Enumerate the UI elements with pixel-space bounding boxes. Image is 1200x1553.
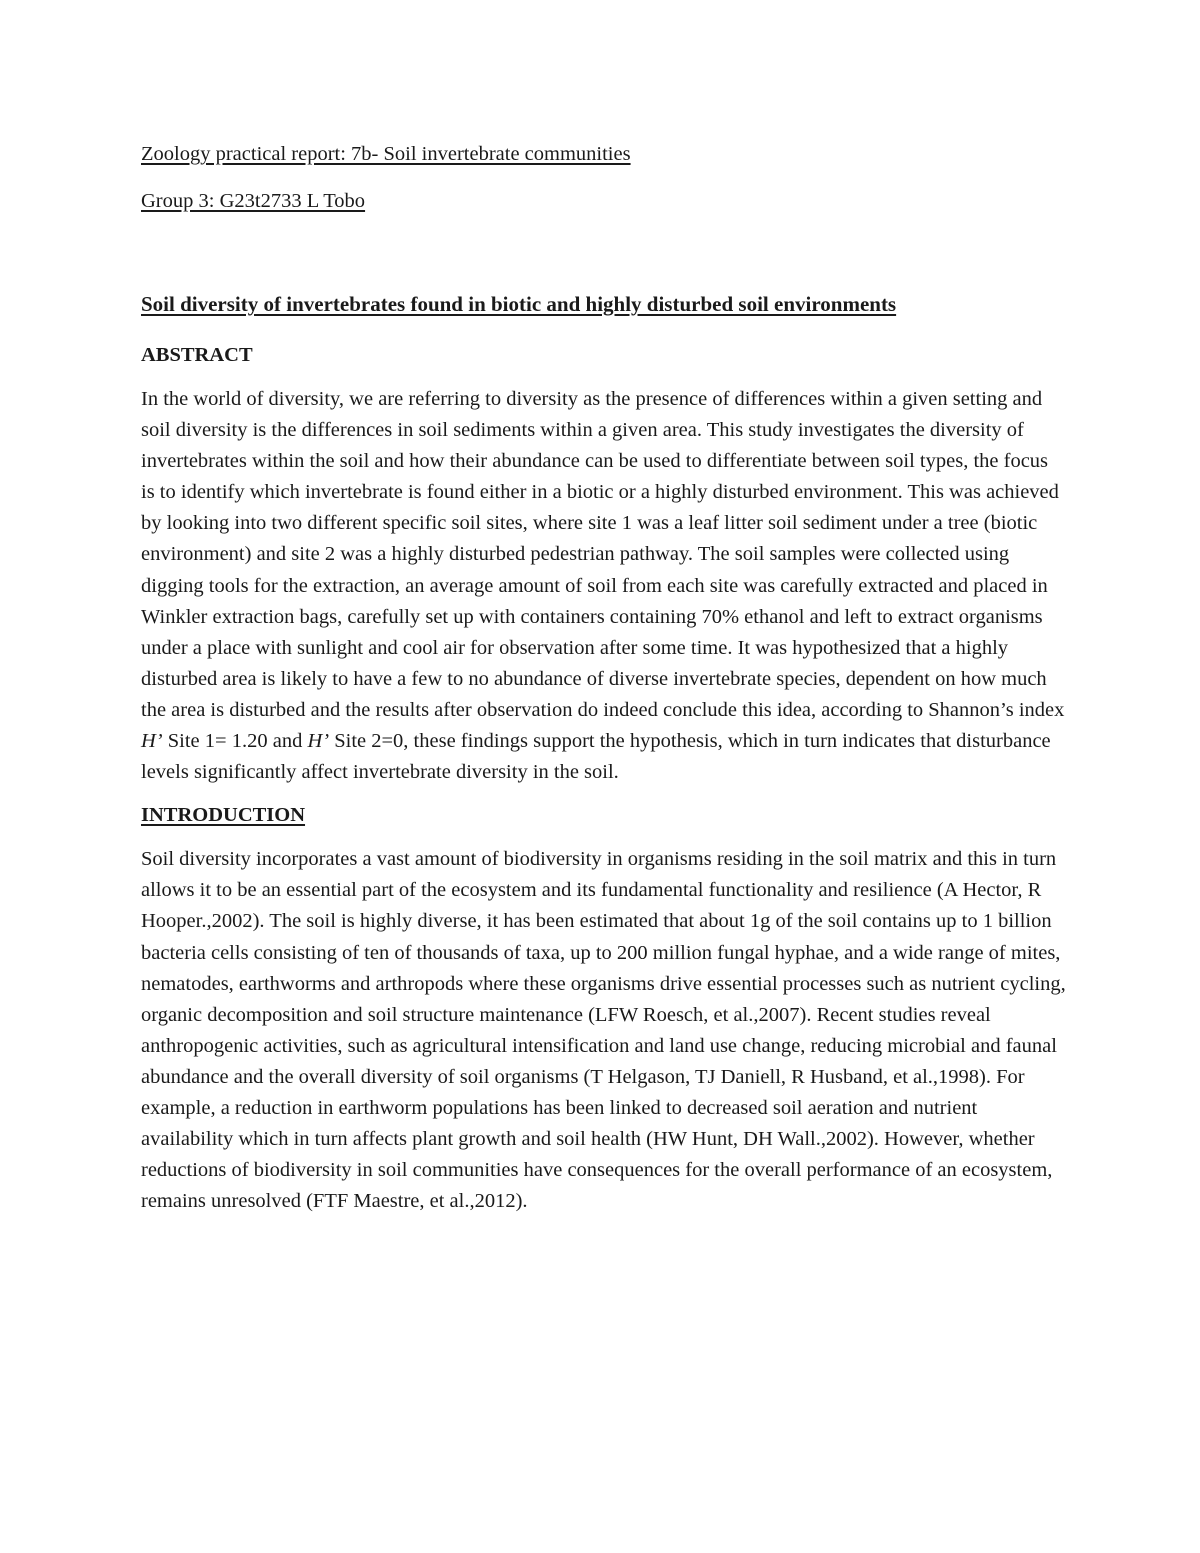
document-body xyxy=(141,139,1066,1217)
abstract-text-part-3: Site 2=0, these findings support the hypothesis, which in turn indicates that disturbance levels significantly affect invertebrate diversity in the soil. xyxy=(141,730,1051,784)
abstract-heading: ABSTRACT xyxy=(141,344,253,366)
introduction-paragraph: Soil diversity incorporates a vast amount of biodiversity in organisms residing in the soil matrix and this in turn allows it to be an essential part of the ecosystem and its fundamental functionality and resilience (A Hector, R Hooper.,2002). The soil is highly diverse, it has been estimated that about 1g of the soil contains up to 1 billion bacteria cells consisting of ten of thousands of taxa, up to 200 million fungal hyphae, and a wide range of mites, nematodes, earthworms and arthropods where these organisms drive essential processes such as nutrient cycling, organic decomposition and soil structure maintenance (LFW Roesch, et al.,2007). Recent studies reveal anthropogenic activities, such as agricultural intensification and land use change, reducing microbial and faunal abundance and the overall diversity of soil organisms (T Helgason, TJ Daniell, R Husband, et al.,1998). For example, a reduction in earthworm populations has been linked to decreased soil aeration and nutrient availability which in turn affects plant growth and soil health (HW Hunt, DH Wall.,2002). However, whether reductions of biodiversity in soil communities have consequences for the overall performance of an ecosystem, remains unresolved (FTF Maestre, et al.,2012). xyxy=(141,848,1066,1213)
abstract-text-part-2: Site 1= 1.20 and xyxy=(162,730,308,753)
introduction-heading: INTRODUCTION xyxy=(141,804,306,827)
abstract-text-part-1: In the world of diversity, we are referring to diversity as the presence of differences within a given setting and soil diversity is the differences in soil sediments within a given area. This study investigates the diversity of invertebrates within the soil and how their abundance can be used to differentiate between soil types, the focus is to identify which invertebrate is found either in a biotic or a highly disturbed environment. This was achieved by looking into two different specific soil sites, where site 1 was a leaf litter soil sediment under a tree (biotic environment) and site 2 was a highly disturbed pedestrian pathway. The soil samples were collected using digging tools for the extraction, an average amount of soil from each site was carefully extracted and placed in Winkler extraction bags, carefully set up with containers containing 70% ethanol and left to extract organisms under a place with sunlight and cool air for observation after some time. It was hypothesized that a highly disturbed area is likely to have a few to no abundance of diverse invertebrate species, dependent on how much the area is disturbed and the results after observation do indeed conclude this idea, according to Shannon’s index xyxy=(141,388,1065,721)
shannon-index-symbol-1: H’ xyxy=(141,730,163,753)
abstract-paragraph xyxy=(141,384,1066,788)
document-title: Soil diversity of invertebrates found in biotic and highly disturbed soil environments xyxy=(141,292,897,316)
shannon-index-symbol-2: H’ xyxy=(307,730,330,753)
report-title-line: Zoology practical report: 7b- Soil invertebrate communities xyxy=(141,143,631,165)
group-line: Group 3: G23t2733 L Tobo xyxy=(141,190,366,212)
